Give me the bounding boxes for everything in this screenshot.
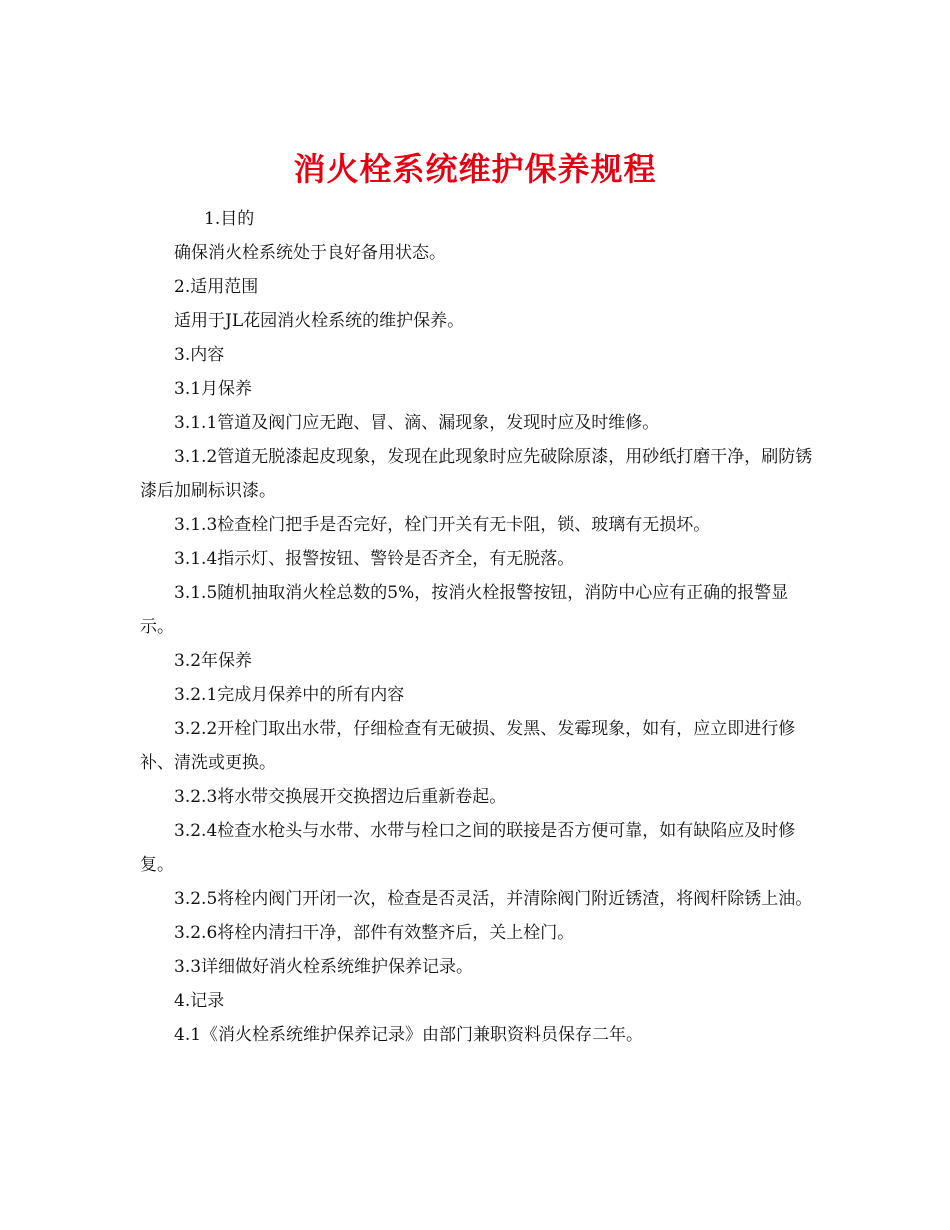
paragraph-3-2-2: 3.2.2开栓门取出水带，仔细检查有无破损、发黑、发霉现象，如有，应立即进行修补、清洗或更换。: [140, 719, 796, 773]
section-heading-scope: 2.适用范围: [174, 277, 259, 297]
paragraph-3-1-1: 3.1.1管道及阀门应无跑、冒、滴、漏现象，发现时应及时维修。: [174, 413, 660, 433]
document-title: 消火栓系统维护保养规程: [293, 150, 657, 189]
paragraph-3-1-4: 3.1.4指示灯、报警按钮、警铃是否齐全，有无脱落。: [174, 549, 575, 569]
section-heading-purpose: 1.目的: [204, 209, 255, 229]
paragraph-3-2-5: 3.2.5将栓内阀门开闭一次，检查是否灵活，并清除阀门附近锈渣，将阀杆除锈上油。: [174, 889, 813, 909]
paragraph-3-1-3: 3.1.3检查栓门把手是否完好，栓门开关有无卡阻，锁、玻璃有无损坏。: [174, 515, 711, 535]
paragraph-3-1-2: 3.1.2管道无脱漆起皮现象，发现在此现象时应先破除原漆，用砂纸打磨干净，刷防锈漆后加刷标识漆。: [140, 447, 813, 501]
paragraph-3-2-6: 3.2.6将栓内清扫干净，部件有效整齐后，关上栓门。: [174, 923, 575, 943]
subsection-heading-monthly: 3.1月保养: [174, 379, 253, 399]
paragraph-3-2-3: 3.2.3将水带交换展开交换摺边后重新卷起。: [174, 787, 507, 807]
paragraph-scope: 适用于JL花园消火栓系统的维护保养。: [174, 311, 465, 331]
subsection-heading-annual: 3.2年保养: [174, 651, 253, 671]
paragraph-3-1-5: 3.1.5随机抽取消火栓总数的5%，按消火栓报警按钮，消防中心应有正确的报警显示。: [140, 583, 789, 637]
paragraph-3-3: 3.3详细做好消火栓系统维护保养记录。: [174, 957, 474, 977]
paragraph-purpose: 确保消火栓系统处于良好备用状态。: [174, 243, 446, 263]
section-heading-records: 4.记录: [174, 991, 225, 1011]
paragraph-3-2-1: 3.2.1完成月保养中的所有内容: [174, 685, 405, 705]
paragraph-3-2-4: 3.2.4检查水枪头与水带、水带与栓口之间的联接是否方便可靠，如有缺陷应及时修复。: [140, 821, 796, 875]
section-heading-content: 3.内容: [174, 345, 225, 365]
paragraph-4-1: 4.1《消火栓系统维护保养记录》由部门兼职资料员保存二年。: [174, 1025, 644, 1045]
document-body: [140, 202, 820, 1052]
